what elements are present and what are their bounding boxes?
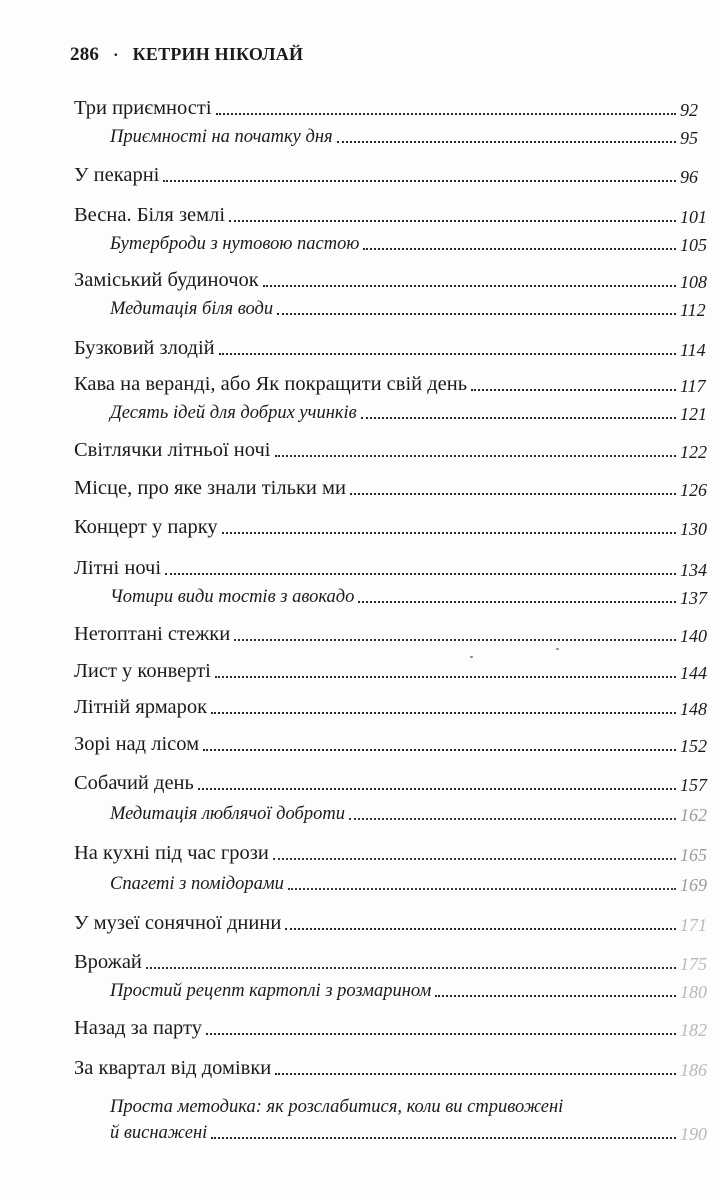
toc-entry-title: Чотири види тостів з авокадо — [110, 587, 355, 607]
toc-entry-page: 157 — [680, 774, 707, 795]
dot-leader — [363, 247, 676, 250]
toc-entry-page: 162 — [680, 804, 707, 825]
toc-entry[interactable] — [0, 165, 720, 186]
toc-entry-page: 121 — [680, 403, 707, 424]
toc-entry-title: Кава на веранді, або Як покращити свій день — [74, 373, 468, 395]
toc-entry-page: 114 — [680, 339, 706, 360]
toc-entry-title: Літній ярмарок — [74, 696, 208, 718]
toc-entry-title: Нетоптані стежки — [74, 623, 231, 645]
toc-entry-title: У пекарні — [74, 164, 160, 186]
toc-entry[interactable] — [0, 478, 720, 499]
toc-entry-page: 122 — [680, 441, 707, 462]
toc-entry[interactable] — [0, 1124, 720, 1143]
dot-leader — [211, 711, 676, 714]
dot-leader — [198, 787, 676, 790]
toc-entry-title: Три приємності — [74, 97, 212, 119]
dot-leader — [275, 454, 677, 457]
toc-entry[interactable] — [0, 558, 720, 579]
toc-entry[interactable] — [0, 697, 720, 718]
toc-entry-title: Простий рецепт картоплі з розмарином — [110, 981, 432, 1001]
toc-entry-page: 96 — [680, 166, 698, 187]
dot-leader — [288, 887, 676, 890]
toc-entry-title: Собачий день — [74, 772, 194, 794]
toc-entry-title: Лист у конверті — [74, 660, 211, 682]
toc-entry-page: 186 — [680, 1059, 707, 1080]
dot-leader — [277, 312, 676, 315]
dot-leader — [275, 1072, 676, 1075]
toc-entry-page: 144 — [680, 662, 707, 683]
toc-entry-title: Літні ночі — [74, 557, 162, 579]
toc-entry-title: Спагеті з помідорами — [110, 874, 284, 894]
toc-entry[interactable] — [0, 270, 720, 291]
paper-speck — [470, 656, 473, 658]
dot-leader — [337, 140, 676, 143]
toc-entry-page: 152 — [680, 735, 707, 756]
dot-leader — [211, 1136, 676, 1139]
toc-entry[interactable] — [0, 875, 720, 894]
toc-entry-page: 182 — [680, 1019, 707, 1040]
dot-leader — [234, 638, 676, 641]
toc-entry[interactable] — [0, 205, 720, 226]
dot-leader — [361, 416, 676, 419]
toc-entry[interactable] — [0, 338, 720, 359]
dot-leader — [350, 492, 676, 495]
toc-entry[interactable] — [0, 374, 720, 395]
toc-entry-page: 130 — [680, 518, 707, 539]
toc-entry-title: Бутерброди з нутовою пастою — [110, 234, 360, 254]
toc-entry[interactable] — [0, 404, 720, 423]
toc-entry-title: Світлячки літньої ночі — [74, 439, 271, 461]
toc-entry-page: 112 — [680, 299, 706, 320]
toc-entry[interactable] — [0, 661, 720, 682]
toc-entry-page: 140 — [680, 625, 707, 646]
toc-entry-title: Медитація біля води — [110, 299, 274, 319]
toc-entry-title: Бузковий злодій — [74, 337, 215, 359]
author-name: КЕТРИН НІКОЛАЙ — [132, 44, 304, 64]
toc-entry[interactable] — [0, 982, 720, 1001]
toc-entry-page: 95 — [680, 127, 698, 148]
toc-entry-title: Десять ідей для добрих учинків — [110, 403, 357, 423]
dot-leader — [206, 1032, 676, 1035]
toc-entry-page: 92 — [680, 99, 698, 120]
toc-entry-page: 137 — [680, 587, 707, 608]
toc-entry-page: 126 — [680, 479, 707, 500]
dot-leader — [358, 600, 676, 603]
dot-leader — [471, 388, 676, 391]
toc-entry-page: 148 — [680, 698, 707, 719]
toc-entry[interactable] — [0, 913, 720, 934]
toc-entry-title: У музеї сонячної днини — [74, 912, 282, 934]
dot-leader — [349, 817, 676, 820]
toc-entry[interactable] — [0, 843, 720, 864]
toc-entry-title: Врожай — [74, 951, 142, 973]
toc-entry[interactable] — [0, 300, 720, 319]
toc-entry[interactable] — [0, 235, 720, 254]
dot-leader — [273, 857, 676, 860]
toc-entry-page: 108 — [680, 271, 707, 292]
dot-leader — [215, 675, 676, 678]
toc-entry-wrapped-title: Проста методика: як розслабитися, коли ви стривожені — [110, 1097, 564, 1117]
toc-entry-page: 101 — [680, 206, 707, 227]
toc-entry[interactable] — [0, 440, 720, 461]
dot-leader — [146, 966, 676, 969]
page-number: 286 — [70, 44, 100, 65]
toc-entry-page: 169 — [680, 874, 707, 895]
dot-leader — [203, 748, 676, 751]
toc-entry-page: 171 — [680, 914, 707, 935]
toc-entry-title: Назад за парту — [74, 1017, 202, 1039]
toc-entry-page: 165 — [680, 844, 707, 865]
dot-leader — [165, 572, 676, 575]
toc-entry-title: Місце, про яке знали тільки ми — [74, 477, 346, 499]
dot-leader — [222, 531, 676, 534]
toc-entry-page: 117 — [680, 375, 706, 396]
toc-entry[interactable] — [0, 734, 720, 755]
header-separator: · — [113, 47, 119, 64]
toc-entry-title: й виснажені — [110, 1123, 208, 1143]
toc-entry-title: Заміський будиночок — [74, 269, 259, 291]
dot-leader — [263, 284, 676, 287]
paper-speck — [556, 648, 559, 650]
toc-entry-title: За квартал від домівки — [74, 1057, 272, 1079]
toc-entry[interactable] — [0, 98, 720, 119]
toc-entry-title: Приємності на початку дня — [110, 127, 333, 147]
toc-entry[interactable] — [0, 128, 720, 147]
toc-entry-page: 190 — [680, 1123, 707, 1144]
toc-entry[interactable] — [0, 1058, 720, 1079]
dot-leader — [285, 927, 676, 930]
dot-leader — [163, 179, 676, 182]
toc-entry-page: 180 — [680, 981, 707, 1002]
toc-entry[interactable] — [0, 952, 720, 973]
toc-entry-title: Концерт у парку — [74, 516, 218, 538]
dot-leader — [435, 994, 676, 997]
toc-entry[interactable] — [0, 805, 720, 824]
toc-entry-title: Зорі над лісом — [74, 733, 200, 755]
dot-leader — [229, 219, 676, 222]
toc-entry-page: 175 — [680, 953, 707, 974]
running-header — [70, 44, 303, 66]
toc-entry[interactable] — [0, 1018, 720, 1039]
toc-entry[interactable] — [0, 517, 720, 538]
toc-entry-page: 105 — [680, 234, 707, 255]
toc-entry-title: Весна. Біля землі — [74, 204, 226, 226]
toc-entry-title: На кухні під час грози — [74, 842, 269, 864]
dot-leader — [216, 112, 676, 115]
toc-entry[interactable] — [0, 773, 720, 794]
toc-entry[interactable] — [0, 624, 720, 645]
dot-leader — [219, 352, 676, 355]
toc-entry[interactable] — [0, 588, 720, 607]
toc-entry-page: 134 — [680, 559, 707, 580]
toc-entry-title: Медитація люблячої доброти — [110, 804, 345, 824]
